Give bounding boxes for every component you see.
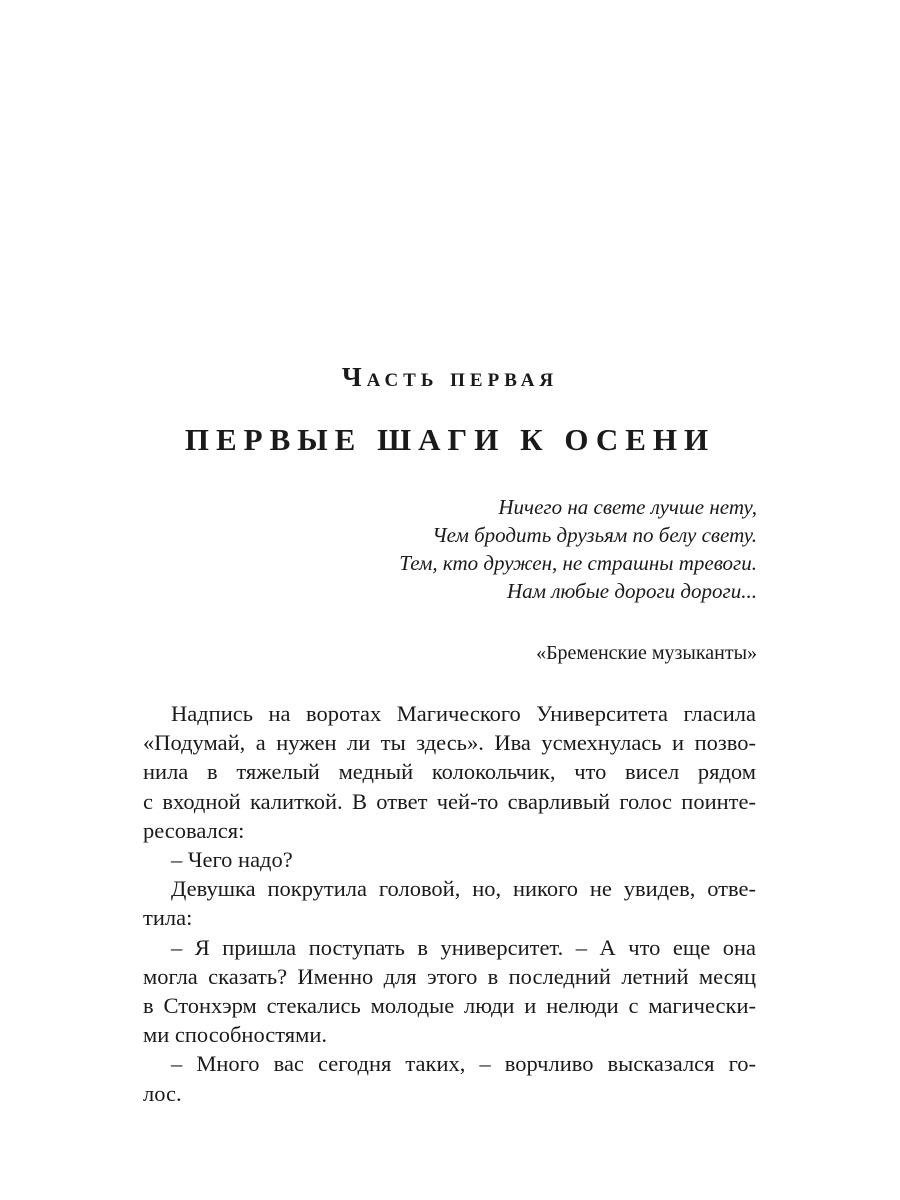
paragraph-line: ресовался: [143, 817, 245, 843]
dialogue-line: – Я пришла поступать в университет. – А что еще она [171, 934, 756, 960]
chapter-title: ПЕРВЫЕ ШАГИ К ОСЕНИ [184, 422, 716, 457]
epigraph-line: Нам любые дороги дороги... [507, 579, 757, 603]
paragraph-line: ми способностями. [143, 1022, 328, 1048]
paragraph-line: могла сказать? Именно для этого в последний летний месяц [143, 963, 756, 989]
epigraph-line: Чем бродить друзьям по белу свету. [432, 523, 757, 547]
paragraph-line: нила в тяжелый медный колокольчик, что висел рядом [143, 759, 756, 785]
paragraph-line: Надпись на воротах Магического Университета гласила [171, 701, 756, 726]
epigraph-line: Ничего на свете лучше нету, [498, 495, 757, 519]
paragraph-line: в Стонхэрм стекались молодые люди и нелюди с магически- [143, 993, 756, 1019]
body-text [143, 699, 756, 1108]
paragraph-line: Девушка покрутила головой, но, никого не увидев, отве- [171, 876, 756, 902]
paragraph-line: тила: [143, 905, 193, 931]
epigraph-line: Тем, кто дружен, не страшны тревоги. [399, 551, 757, 575]
paragraph-line: лос. [143, 1080, 182, 1106]
epigraph-source: «Бременские музыканты» [536, 642, 757, 664]
epigraph [257, 493, 757, 605]
dialogue-line: – Много вас сегодня таких, – ворчливо высказался го- [171, 1051, 756, 1077]
paragraph-line: «Подумай, а нужен ли ты здесь». Ива усмехнулась и позво- [143, 730, 756, 756]
part-title: Часть первая [341, 362, 559, 392]
paragraph-line: с входной калиткой. В ответ чей-то сварливый голос поинте- [143, 788, 756, 814]
dialogue-line: – Чего надо? [171, 847, 293, 873]
